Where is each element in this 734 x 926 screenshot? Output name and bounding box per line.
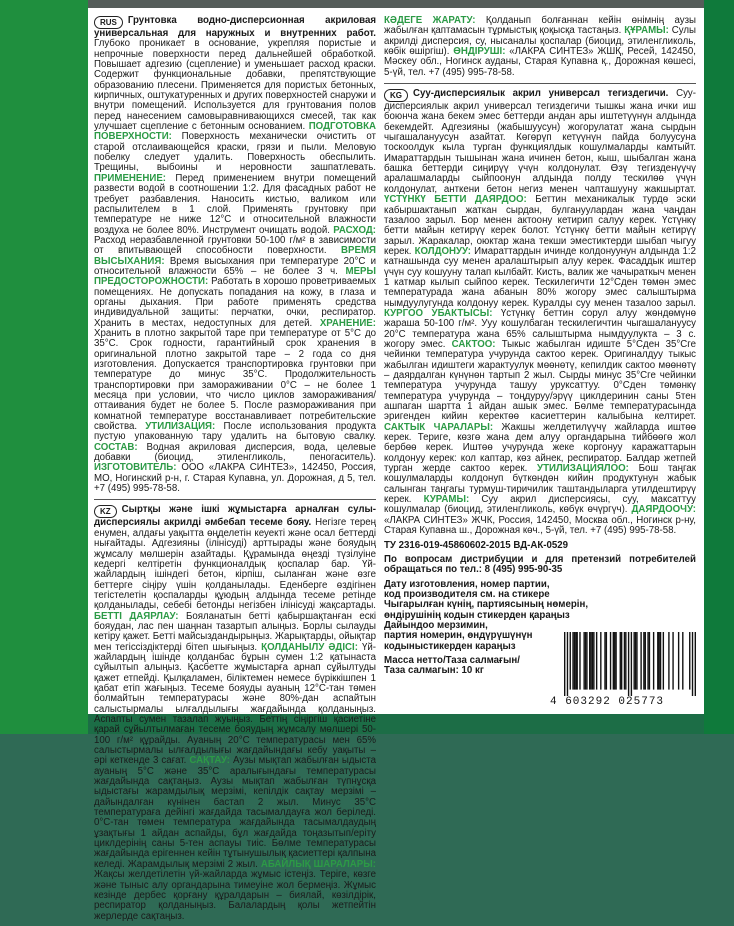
rus-store: Хранить в плотно закрытой таре при температуре от 5°С до 35°С. Срок годности, гарантийный срок хранения в оригинальной плотно закрытой таре – 2 года со дня изготовления. Допускается транспортировка грунтовки при температуре до минус 35°С. Продолжительность транспортировки при замораживании 0°С – не более 1 месяца при условии, что число циклов замораживания/оттаивания будет не более 5. После размораживания при комнатной температуре восстанавливает потребительские свойства. — [94, 327, 376, 433]
rus-mfr: ООО «ЛАКРА СИНТЕЗ», 142450, Россия, МО, Ногинский р-н, г. Старая Купавна, ул. Дорожная, д 5, тел. +7 (495) 995-78-58. — [94, 462, 376, 495]
barcode-bar — [610, 632, 611, 690]
rus-section — [94, 16, 376, 494]
kg-comp-heading: КУРАМЫ: — [423, 494, 470, 506]
kg-util-heading: УТИЛИЗАЦИЯЛОО: — [537, 463, 629, 475]
barcode-bar — [606, 632, 607, 690]
kg-mfr-heading: ДАЯРДООЧУ: — [631, 504, 696, 516]
barcode — [550, 632, 700, 712]
mass-line: Таза салмагын: 10 кг — [384, 665, 484, 677]
rus-safe-heading: МЕРЫ ПРЕДОСТОРОЖНОСТИ: — [94, 265, 376, 288]
barcode-bar — [564, 632, 565, 696]
kg-safe-heading: САКТОО: — [451, 338, 496, 350]
kz-tag: KZ — [94, 505, 117, 518]
barcode-bar — [653, 632, 654, 690]
barcode-bar — [660, 632, 661, 690]
barcode-bar — [628, 632, 629, 696]
kz-store: Жарамдылық мерзімі 2 жыл. — [127, 858, 258, 870]
barcode-bar — [586, 632, 587, 690]
frame-top — [88, 0, 704, 8]
barcode-bar — [574, 632, 575, 690]
barcode-bar — [575, 632, 576, 690]
barcode-bar — [668, 632, 669, 690]
barcode-bar — [695, 632, 696, 696]
kg-util: Бош таңгак кошулмаларды колдонуп бүткөндөн кийин продуктунун жабык салынган таңгагы турмуш-тиричилик таштандыларга утилдештирүү керек. — [384, 463, 696, 506]
barcode-bar — [635, 632, 636, 690]
barcode-bar — [592, 632, 593, 690]
kz-use-heading: ҚОЛДАНЫЛУ ӘДІСІ: — [261, 641, 358, 653]
kz-section — [94, 505, 376, 921]
barcode-bar — [645, 632, 646, 690]
product-label — [88, 8, 704, 922]
kg-comp: Суу акрил дисперсиясы, суу, максаттуу кошулмалар (биоцид, этиленгликоль, көбүк өчүргүч). — [384, 494, 696, 516]
barcode-bar — [658, 632, 659, 690]
rus-mfr-heading: ИЗГОТОВИТЕЛЬ: — [94, 462, 177, 474]
date-line: код производителя см. на стикере — [384, 588, 550, 600]
rus-store-heading: ХРАНЕНИЕ: — [319, 317, 376, 329]
rus-dry: Время высыхания при температуре 20°С и относительной влажности 65% – не более 3 ч. — [94, 255, 376, 277]
barcode-bar — [689, 632, 690, 690]
barcode-bar — [678, 632, 679, 690]
divider — [94, 499, 376, 500]
date-line: партия номерин, өндүрүшүнүн — [384, 630, 533, 642]
date-line: өндірушінің кодын стикерден қараңыз — [384, 609, 570, 621]
rus-intro: Глубоко проникает в основание, укрепляя пористые и непрочные поверхности перед дальнейшей обработкой. Повышает адгезию (сцепление) и уменьшает расход краски. Содержит функциональные добавки, препятствующие образованию плесени. Применяется для пористых бетонных, кирпичных, оштукатуренных и других поверхностей снаружи и внутри помещений. Используется для грунтования полов перед нанесением самовыравнивающихся смесей, так как улучшает сцепление с бетонным основанием. — [94, 38, 376, 133]
barcode-bar — [567, 632, 568, 696]
barcode-bar — [625, 632, 626, 690]
kg-cons: Үстүнкү беттин сорул алуу жөндөмүнө жараша 50-100 г/м². Ууу кошулбаган тескилегичтин чыгашалануусу 20°С температура жана 65% салыштырма нымдуулукта – 3 с. жогору эмес. — [384, 307, 696, 350]
kg-intro: Суу-дисперсиялык акрил универсал тегиздегичи тышкы жана ички иш боюнча жана бекем эмес беттерди андан ары иштетүүнүн алдында бекемдейт. Адгезияны (жабышуусун) жогорулатат жана сырдын чыгашалануусун азайтат. Көгөрүп кетүүнүн пайда болуусуна тоскоолдук кыла турган функциялдык кошулмаларды камтыйт. Имараттардын тышынан жана ичинен бетон, кыш, шыбалган жана башка беттерди сиңирүү үчүн колдонулат. Өзү тегизденүүчү аралашмаларды сыйпоонун алдында полду тескилөө үчүн колдонулат, анткени бетон негиз менен чапташууну жакшыртат. — [384, 88, 696, 195]
kg-safe: Тыкыс жабылган идиште 5°Cден 35°Cге чейинки температура учурунда сактоо керек. Оригиналдуу тыкыс жабылган идиштеги жарактуулук мөөнөтү, кепилдик сактоо мөөнөтү – даярдалган күнүнөн тартып 2 жыл. Сырды минус 35°Cге чейинки температура учурунда ташуу уруксаттуу. 0°Сден төмөнкү температура учурунда – тоңдуруу/эрүү циклдеринин саны 5тен ашпаган шартта 1 айдан ашык эмес. Бөлме температурасында эригенден кийин керектөө касиеттерин калыбына келтирет. — [384, 338, 696, 423]
kz-continued — [384, 16, 696, 78]
kz-prep-heading: БЕТТІ ДАЯРЛАУ: — [94, 610, 179, 622]
barcode-bar — [663, 632, 664, 690]
barcode-bar — [589, 632, 590, 690]
date-line: кодыныстикерден караңыз — [384, 640, 516, 652]
kg-section — [384, 89, 696, 536]
kg-store-heading: САКТЫК ЧАРАЛАРЫ: — [384, 421, 494, 433]
barcode-bar — [636, 632, 637, 690]
kg-store: Жакшы желдетилүүчү жайларда иштөө керек. Теригe, көзгө жана дем алуу органдарына тийбөөгө жол бербөө керек. Иштөө учурунда жеке коргонуу каражаттарын колдонуу керек: кол каптар, көз айнек, респиратор. Балдар жетпей турган жерде сактоо керек. — [384, 421, 696, 475]
kg-tag: KG — [384, 89, 408, 102]
rus-safe: Работать в хорошо проветриваемых помещениях. Не допускать попадания на кожу, в глаза и органы дыхания. При работе применять средства индивидуальной защиты: перчатки, очки, респиратор. Хранить в местах, недоступных для детей. — [94, 276, 376, 329]
left-column — [94, 16, 376, 926]
barcode-bar — [572, 632, 573, 690]
barcode-bar — [590, 632, 591, 690]
kg-use: Имараттардын ичинде колдонуунун алдында 1:2 катнашында суу менен аралаштырып алуу керек. Фасаддык иштер үчүн суу кошууну талап кылбайт. Кисть, валик же чачыраткыч менен 1 катмар кылып сыйпоо керек. Тескилегичти 12°Cден төмөн эмес температурада жана абанын 80% жогору эмес салыштырма нымдуулугунда колдонуу керек. Куралды суу менен тазалоо зарыл. — [384, 245, 696, 309]
barcode-bar — [596, 632, 597, 690]
barcode-bars — [564, 632, 696, 696]
barcode-bar — [613, 632, 614, 690]
rus-cons-heading: РАСХОД: — [333, 224, 376, 236]
barcode-bar — [570, 632, 571, 690]
kg-mfr: «ЛАКРА СИНТЕЗ» ЖЧК, Россия, 142450, Москва обл., Ногинск р-ну, Старая Купавна ш., Дорожная көч., 5-үй, тел. +7 (495) 995-78-58. — [384, 514, 696, 537]
kz-cons: Беттің сіңіргіш қасиетіне қарай сұйылтылмаған тесеме бояудың жұмсалу мөлшері 50-100 г/м² құрайды. Ауаның 20°С температурасы мен 65% салыстырмалы ылғалдылығы жағдайындағы кебу уақыты – әрі кеткенде 3 сағат. — [94, 714, 376, 767]
barcode-bar — [593, 632, 594, 690]
date-line: Дайындоо мерзимин, — [384, 619, 488, 631]
rus-prep-heading: ПОДГОТОВКА ПОВЕРХНОСТИ: — [94, 121, 376, 143]
kz-util: Жақсы желдетілетін үй-жайларда жұмыс істеңіз. Теріге, көзге және тыныс алу органдарына тимеуіне жол бермеңіз. Жұмыс кезінде дербес қорғану құралдарын – биялай, көзілдірік, респиратор қолданыңыз. Балалардың қолы жетпейтін жерлерде сақтаңыз. — [94, 869, 376, 922]
frame-right — [704, 0, 734, 734]
barcode-bar — [682, 632, 683, 690]
rus-util-heading: УТИЛИЗАЦИЯ: — [145, 421, 216, 433]
barcode-bar — [620, 632, 621, 690]
rus-prep: Поверхность механически очистить от старой отслаивающейся краски, грязи и пыли. Меловую побелку следует удалить. Поверхность обеспылить. Трещины, выбоины и неровности зашпатлевать. — [94, 131, 376, 174]
barcode-bar — [640, 632, 641, 690]
kz-prep: Бояланатын бетті қабыршақтанған ескі бояудан, лас пен шаңнан тазартып алыңыз. Борлы сылауды кетіру қажет. Бетті майсыздандырыңыз. Жарықтарды, ойықтар мен тегіссіздіктерді бітеп шығыңыз. — [94, 610, 376, 653]
barcode-bar — [615, 632, 616, 690]
tu-code: ТУ 2316-019-45860602-2015 ВД-АК-0529 — [384, 539, 569, 551]
barcode-bar — [624, 632, 625, 690]
date-line: Чыгарылған күнің, партиясының нөмерін, — [384, 599, 589, 611]
kz-comp: Сулы акрилді дисперсия, су, нысаналы қоспалар (биоцид, этиленгликоль, көбік өшіргіш). — [384, 25, 696, 58]
barcode-number: 4 603292 025773 — [550, 696, 665, 708]
barcode-bar — [633, 632, 634, 690]
mass-line: Масса нетто/Таза салмағын/ — [384, 654, 520, 666]
kz-disp-heading: КӘДЕГЕ ЖАРАТУ: — [384, 15, 476, 26]
right-column — [384, 16, 696, 681]
kz-intro: Негізге терең енумен, алдағы уақытта өңделетін кеуекті және осал беттерді нығайтады. Адгезияны (ілінісуді) арттырады және бояудың жұмсалу мөлшерін азайтады. Құрамында өңезді түзілуіне кедергі келтіретін функционалдық қоспалар бар. Үй-жайлардың ішіндегі бетон, кірпіш, сыланған және өзге беттерге сіңіру үшін қолданылады. Еденберге өздігінен тегістелетін қоспаларды құюдың алдында тесеме ретінде қолданылады, себебі бетонды негізбен ілінісуді жақсартады. — [94, 517, 376, 612]
barcode-bar — [692, 632, 693, 696]
rus-use: Перед применением внутри помещений развести водой в соотношении 1:2. Для фасадных работ не требует разбавления. Наносить кистью, валиком или распылителем в 1 слой. Применять грунтовку при температуре не ниже 12°С и относительной влажности воздуха не более 80%. Инструмент очищать водой. — [94, 172, 376, 236]
barcode-bar — [643, 632, 644, 690]
kz-util-heading: АБАЙЛЫҚ ШАРАЛАРЫ: — [260, 858, 376, 870]
barcode-bar — [604, 632, 605, 690]
kz-title: Сыртқы және ішкі жұмыстарға арналған сулы-дисперсиялы акрилді әмбебап тесеме бояу. — [94, 504, 376, 529]
barcode-bar — [649, 632, 650, 690]
rus-cons: Расход неразбавленной грунтовки 50-100 г/м² в зависимости от впитывающей способности поверхности. — [94, 234, 376, 257]
kz-comp-heading: ҚҰРАМЫ: — [624, 25, 669, 37]
barcode-bar — [579, 632, 580, 690]
barcode-bar — [600, 632, 601, 690]
kz-mfr: «ЛАКРА СИНТЕЗ» ЖШҚ, Ресей, 142450, Мәскеу обл., Ногинск ауданы, Старая Купавна қ., Дорожная көшесі, 5-үй, тел. +7 (495) 995-78-58. — [384, 46, 696, 78]
kz-use: Үй-жайлардың ішінде қолданбас бұрын сумен 1:2 қатынаста сұйылтып алыңыз. Қасбетте жұмыстарға арнап сұйылтуды қажет етпейді. Қылқаламен, біліктемен немесе бүріккішпен 1 қабат етіп жағыңыз. Тесеме бояуды ауаның 12°С-тан төмен болмайтын температурасы және 80%-дан аспайтын салыстырмалы ылғалдылығы жағдайында қолданыңыз. Аспапты сумен тазалап жуыңыз. — [94, 641, 376, 725]
kz-safe-heading: САҚТАУ: — [189, 755, 231, 767]
rus-tag: RUS — [94, 16, 123, 29]
barcode-bar — [585, 632, 586, 690]
barcode-bar — [583, 632, 584, 690]
kg-cons-heading: КУРГОО УБАКТЫСЫ: — [384, 307, 493, 319]
date-line: Дату изготовления, номер партии, — [384, 578, 550, 590]
divider — [384, 83, 696, 84]
kg-prep: Беттин механикалык турдө эски кабыршактанып жаткан сырдан, булгануулардан жана чаңдан тазалоо зарыл. Бор менен актоону кетирип салуу керек. Үстүнкү бетти майын кетирүү керек болот. Үстүнкү бетти майын кетирүү зарыл. Жаракалар, оюктар жана текши эместиктерди шыбап чыгуу керек. — [384, 194, 696, 257]
frame-left — [0, 0, 88, 734]
barcode-bar — [577, 632, 578, 690]
barcode-bar — [657, 632, 658, 690]
distribution-info: По вопросам дистрибуции и для претензий потребителей обращаться по тел.: 8 (495) 995-90-35 — [384, 553, 696, 576]
barcode-bar — [621, 632, 622, 690]
rus-dry-heading: ВРЕМЯ ВЫСЫХАНИЯ: — [94, 245, 376, 267]
kz-disp: Қолданып болғаннан кейін өнімнің аузы жабылған қаптамасын тұрмыстық қоқысқа тастаңыз. — [384, 15, 696, 37]
kg-title: Суу-дисперсиялык акрил универсал тегиздегичи. — [413, 88, 669, 100]
rus-util: После использования продукта пустую упакованную тару удалить на бытовую свалку. — [94, 421, 376, 443]
rus-title: Грунтовка водно-дисперсионная акриловая универсальная для наружных и внутренних работ. — [94, 15, 376, 39]
kz-safe: Аузы мықтап жабылған ыдыста ауаның 5°С және 35°С аралығындағы температурасы жағдайында сақтаңыз. Аузы мықтап жабылған түпнұсқа ыдыстағы жарамдылық мерзімі, кепілдік сақтау мерзімі – дайындалған күнінен бастап 2 жыл. Минус 35°С температураға дейінгі жағдайда тасымалдауға жол беріледі. 0°С-тан төмен температура жағдайында тасымалдаудың ұзақтығы 1 айдан аспайды, бұл жағдайда тоңазытып/еріту циклдерінің саны 5-тен аспауы тиіс. Бөлме температурасы жағдайында ерігеннен кейін тұтынушылық қасиеттері қалпына келеді. — [94, 755, 376, 870]
rus-comp-heading: СОСТАВ: — [94, 441, 138, 453]
barcode-bar — [614, 632, 615, 690]
kg-use-heading: КОЛДОНУУ: — [414, 245, 472, 257]
barcode-bar — [647, 632, 648, 690]
rus-comp: Водная акриловая дисперсия, вода, целевые добавки (биоцид, этиленгликоль, пеногаситель). — [94, 441, 376, 464]
kg-prep-heading: ҮСТҮНКҮ БЕТТИ ДАЯРДОО: — [384, 194, 527, 206]
barcode-bar — [672, 632, 673, 690]
rus-use-heading: ПРИМЕНЕНИЕ: — [94, 172, 167, 184]
barcode-bar — [631, 632, 632, 696]
kz-mfr-heading: ӨНДІРУШІ: — [453, 46, 506, 58]
